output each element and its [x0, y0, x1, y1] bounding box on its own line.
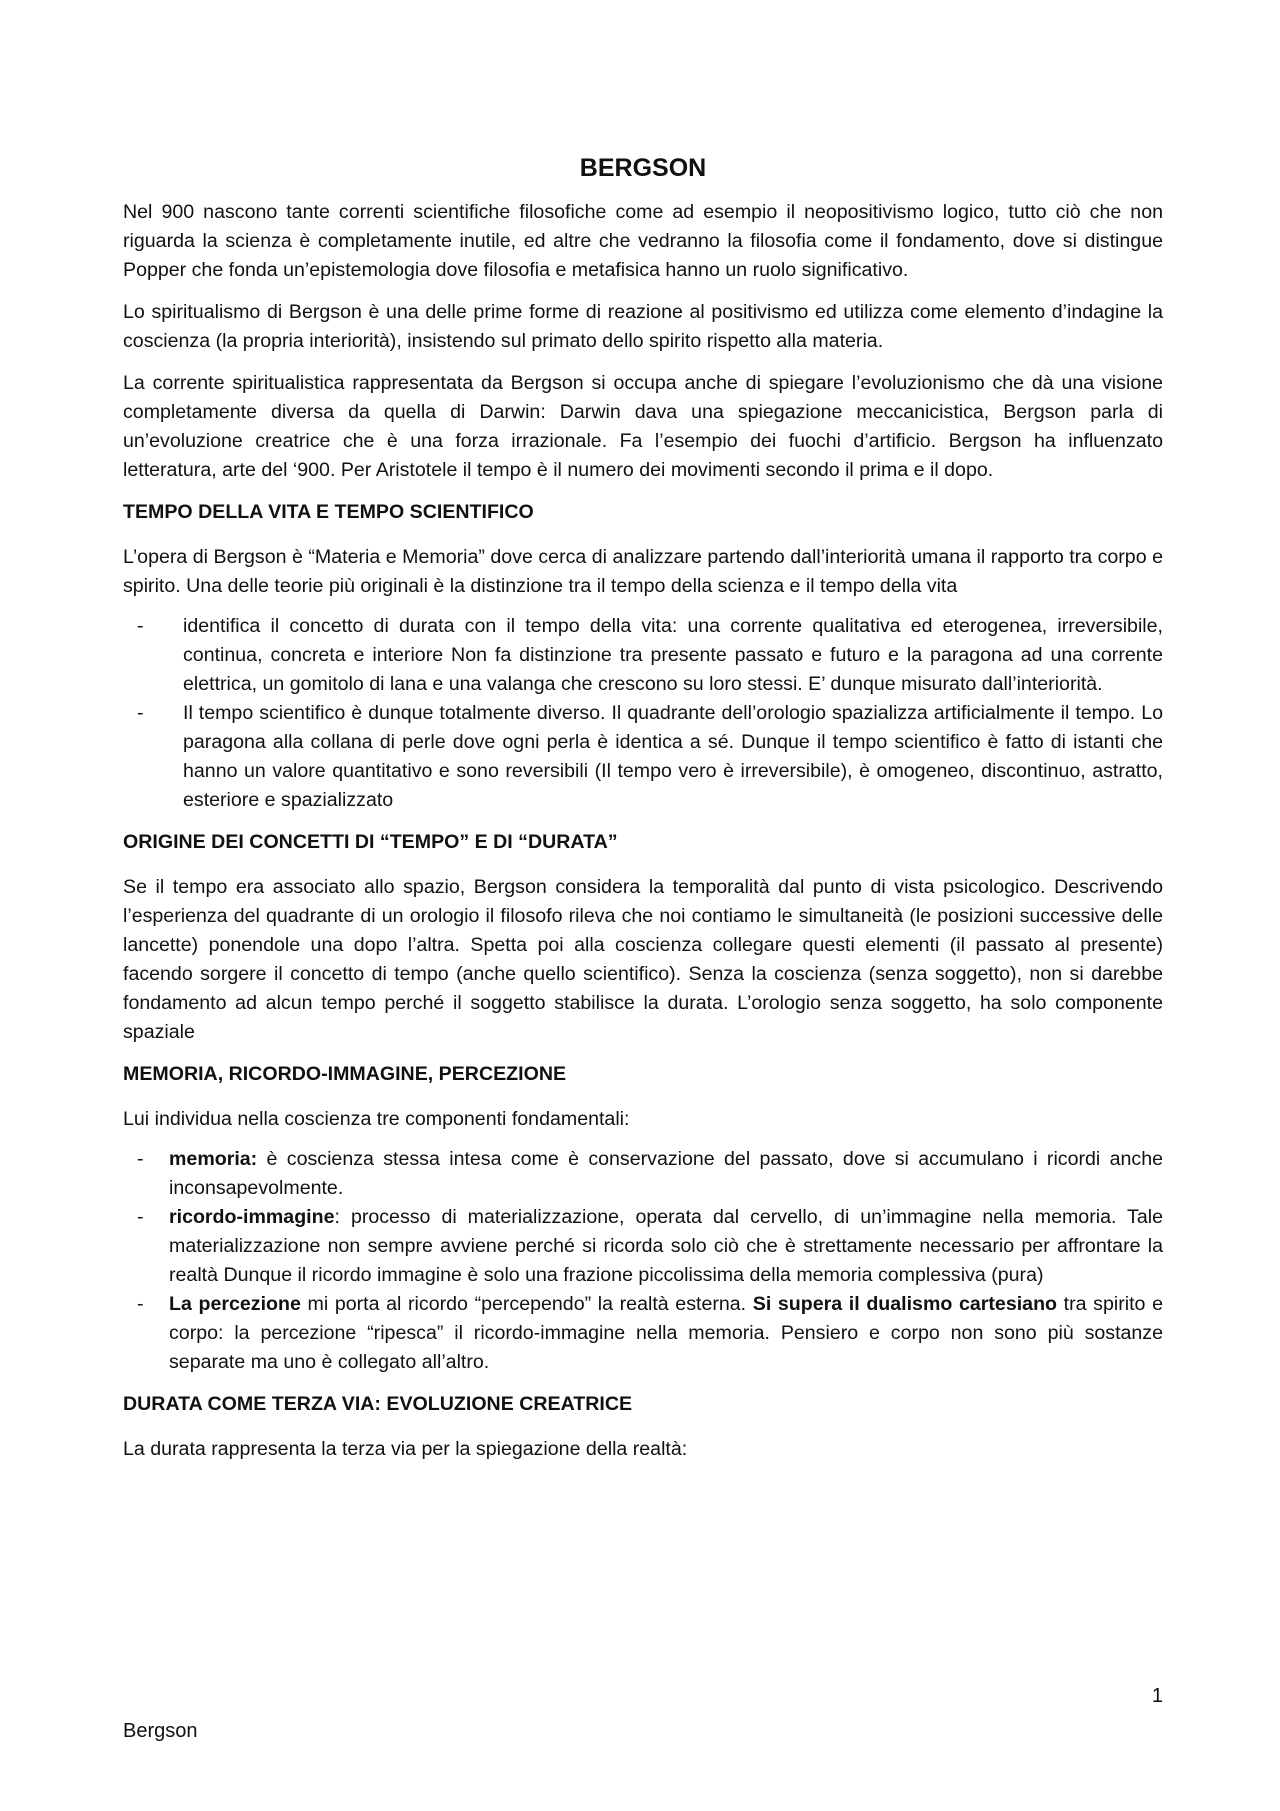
section-tempo-paragraph: L’opera di Bergson è “Materia e Memoria” dove cerca di analizzare partendo dall’interiorità umana il rapporto tra corpo e spirito. Una delle teorie più originali è la distinzione tra il tempo della scienza e il tempo della vita [123, 546, 1163, 597]
section-durata-paragraph: La durata rappresenta la terza via per la spiegazione della realtà: [123, 1438, 688, 1460]
term-ricordo-immagine: ricordo-immagine [169, 1206, 335, 1228]
section-heading-memoria: MEMORIA, RICORDO-IMMAGINE, PERCEZIONE [123, 1063, 567, 1085]
term-percezione: La percezione [169, 1293, 301, 1315]
list-item [123, 612, 1163, 699]
list-item-text: mi porta al ricordo “percependo” la realtà esterna. [300, 1293, 753, 1315]
page-footer: Bergson [123, 1720, 198, 1742]
list-item [123, 1290, 1163, 1377]
memoria-list [123, 1145, 1163, 1377]
page-number: 1 [1151, 1685, 1163, 1707]
section-memoria-paragraph: Lui individua nella coscienza tre componenti fondamentali: [123, 1108, 630, 1130]
section-origine-paragraph: Se il tempo era associato allo spazio, Bergson considera la temporalità dal punto di vista psicologico. Descrivendo l’esperienza del quadrante di un orologio il filosofo rileva che noi contiamo le simultaneità (le posizioni successive delle lancette) ponendole una dopo l’altra. Spetta poi alla coscienza collegare questi elementi (il passato al presente) facendo sorgere il concetto di tempo (anche quello scientifico). Senza la coscienza (senza soggetto), non si darebbe fondamento ad alcun tempo perché il soggetto stabilisce la durata. L’orologio senza soggetto, ha solo componente spaziale [123, 876, 1163, 1043]
section-heading-durata: DURATA COME TERZA VIA: EVOLUZIONE CREATRICE [123, 1393, 633, 1415]
intro-paragraph-1: Nel 900 nascono tante correnti scientifiche filosofiche come ad esempio il neopositivismo logico, tutto ciò che non riguarda la scienza è completamente inutile, ed altre che vedranno la filosofia come il fondamento, dove si distingue Popper che fonda un’epistemologia dove filosofia e metafisica hanno un ruolo significativo. [123, 201, 1163, 281]
dash-bullet: - [137, 615, 144, 637]
list-item-text: identifica il concetto di durata con il tempo della vita: una corrente qualitativa ed eterogenea, irreversibile, continua, concreta e interiore Non fa distinzione tra presente passato e futuro e la paragona ad una corrente elettrica, un gomitolo di lana e una valanga che crescono su loro stessi. E’ dunque misurato dall’interiorità. [183, 615, 1163, 695]
section-heading-origine: ORIGINE DEI CONCETTI DI “TEMPO” E DI “DURATA” [123, 831, 618, 853]
section-heading-tempo: TEMPO DELLA VITA E TEMPO SCIENTIFICO [123, 501, 534, 523]
intro-paragraph-3: La corrente spiritualistica rappresentata da Bergson si occupa anche di spiegare l’evoluzionismo che dà una visione completamente diversa da quella di Darwin: Darwin dava una spiegazione meccanicistica, Bergson parla di un’evoluzione creatrice che è una forza irrazionale. Fa l’esempio dei fuochi d’artificio. Bergson ha influenzato letteratura, arte del ‘900. Per Aristotele il tempo è il numero dei movimenti secondo il prima e il dopo. [123, 372, 1163, 481]
list-item [123, 1203, 1163, 1290]
list-item [123, 1145, 1163, 1203]
intro-paragraph-2: Lo spiritualismo di Bergson è una delle prime forme di reazione al positivismo ed utilizza come elemento d’indagine la coscienza (la propria interiorità), insistendo sul primato dello spirito rispetto alla materia. [123, 301, 1163, 352]
document-page [123, 152, 1163, 1477]
dash-bullet: - [137, 1206, 144, 1228]
list-item [123, 699, 1163, 815]
dash-bullet: - [137, 1148, 144, 1170]
list-item-text: è coscienza stessa intesa come è conservazione del passato, dove si accumulano i ricordi anche inconsapevolmente. [169, 1148, 1163, 1199]
list-item-text: tra spirito e corpo: la percezione “ripesca” il ricordo-immagine nella memoria. Pensiero e corpo non sono più sostanze separate ma uno è collegato all’altro. [169, 1293, 1163, 1373]
dash-bullet: - [137, 1293, 144, 1315]
term-memoria: memoria: [169, 1148, 258, 1170]
list-item-text: : processo di materializzazione, operata dal cervello, di un’immagine nella memoria. Tale materializzazione non sempre avviene perché si ricorda solo ciò che è strettamente necessario per affrontare la realtà Dunque il ricordo immagine è solo una frazione piccolissima della memoria complessiva (pura) [169, 1206, 1163, 1286]
list-item-text: Il tempo scientifico è dunque totalmente diverso. Il quadrante dell’orologio spazializza artificialmente il tempo. Lo paragona alla collana di perle dove ogni perla è identica a sé. Dunque il tempo scientifico è fatto di istanti che hanno un valore quantitativo e sono reversibili (Il tempo vero è irreversibile), è omogeneo, discontinuo, astratto, esteriore e spazializzato [183, 702, 1163, 811]
document-title: BERGSON [579, 154, 707, 182]
tempo-list [123, 612, 1163, 815]
term-dualismo: Si supera il dualismo cartesiano [752, 1293, 1058, 1315]
dash-bullet: - [137, 702, 144, 724]
